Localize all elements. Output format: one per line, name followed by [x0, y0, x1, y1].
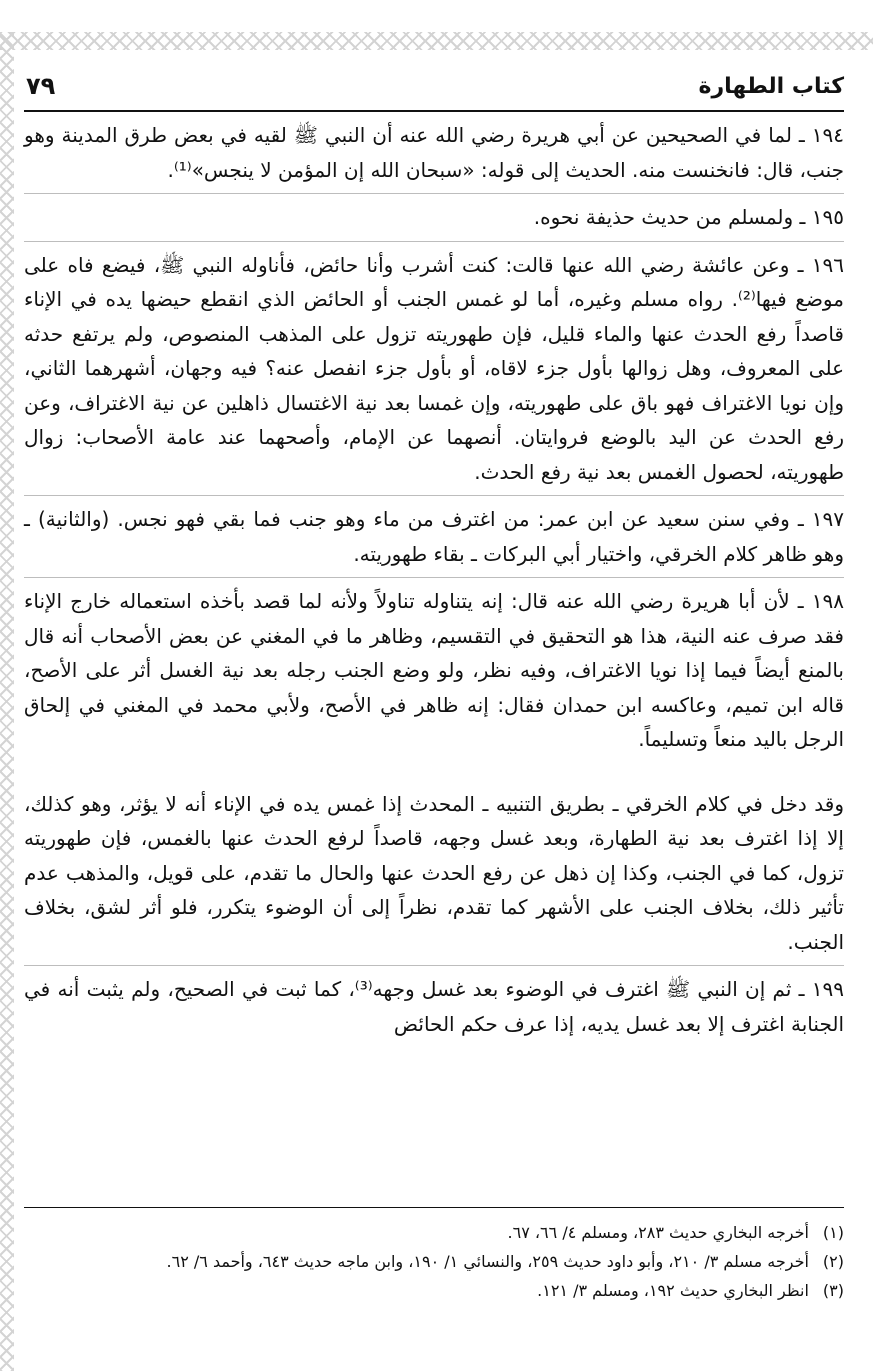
footnote [24, 1249, 844, 1275]
footnote-number: (٣) [822, 1281, 844, 1300]
footnote-text: انظر البخاري حديث ١٩٢، ومسلم ٣/ ١٢١. [537, 1281, 809, 1300]
page-number: ٧٩ [26, 72, 56, 100]
page [24, 64, 844, 1047]
page-header [24, 64, 844, 112]
running-title: كتاب الطهارة [698, 74, 844, 99]
paragraph-194: ١٩٤ ـ لما في الصحيحين عن أبي هريرة رضي الله عنه أن النبي ﷺ لقيه في بعض طرق المدينة وهو جنب، قال: فانخنست منه. الحديث إلى قوله: «سبحان الله إن المؤمن لا ينجس»⁽¹⁾. [24, 123, 844, 182]
body-text [24, 112, 844, 1047]
footnote [24, 1220, 844, 1246]
footnote-number: (١) [822, 1223, 844, 1242]
paragraph-197: ١٩٧ ـ وفي سنن سعيد عن ابن عمر: من اغترف من ماء وهو جنب فما بقي فهو نجس. (والثانية) ـ وهو ظاهر كلام الخرقي، واختيار أبي البركات ـ بقاء طهوريته. [24, 495, 844, 577]
decorative-side-border [0, 32, 14, 1371]
decorative-top-border [0, 32, 873, 50]
footnotes [24, 1207, 844, 1307]
paragraph-196: ١٩٦ ـ وعن عائشة رضي الله عنها قالت: كنت أشرب وأنا حائض، فأناوله النبي ﷺ، فيضع فاه على موضع فيها⁽²⁾. رواه مسلم وغيره، أما لو غمس الجنب أو الحائض الذي انقطع حيضها يده في الإناء قاصداً رفع الحدث عنها والماء قليل، فإن طهوريته تزول على المذهب المنصوص، ولم يرتفع حدثه على المعروف، وهل زوالها بأول جزء لاقاه، أو بأول جزء انفصل عنه؟ فيه وجهان، أشهرهما الثاني، وإن نويا الاغتراف فهو باق على طهوريته، وإن غمسا بعد نية الاغتسال ذاهلين عن نية الاغتراف، وعن رفع الحدث عن اليد بالوضع فروايتان. أنصهما عن الإمام، وأصحهما عند عامة الأصحاب: زوال طهوريته، لحصول الغمس بعد نية رفع الحدث. [24, 241, 844, 496]
footnote [24, 1278, 844, 1304]
paragraph-commentary: وقد دخل في كلام الخرقي ـ بطريق التنبيه ـ المحدث إذا غمس يده في الإناء أنه لا يؤثر، وهو كذلك، إلا إذا اغترف بعد نية الطهارة، وبعد غسل وجهه، قاصداً لرفع الحدث عنها بالغمس، فإن طهوريته تزول، كما في الجنب، وكذا إن ذهل عن رفع الحدث عنها والحال ما تقدم، على قويل، والمذهب عدم تأثير ذلك، بخلاف الجنب على الأشهر كما تقدم، نظراً إلى أن الوضوء يتكرر، فلو أثر لشق، بخلاف الجنب. [24, 791, 844, 954]
paragraph-199: ١٩٩ ـ ثم إن النبي ﷺ اغترف في الوضوء بعد غسل وجهه⁽³⁾، كما ثبت في الصحيح، ولم يثبت أنه في الجنابة اغترف إلا بعد غسل يديه، إذا عرف حكم الحائض [24, 965, 844, 1047]
paragraph-198: ١٩٨ ـ لأن أبا هريرة رضي الله عنه قال: إنه يتناوله تناولاً ولأنه لما قصد بأخذه استعماله خارج الإناء فقد صرف عنه النية، هذا هو التحقيق في التقسيم، وظاهر ما في المغني عن بعض الأصحاب أنه قال بالمنع أيضاً فيما إذا نويا الاغتراف، وفيه نظر، ولو وضع الجنب رجله بعد نية الغسل أثر على الأصح، قاله ابن تميم، وعاكسه ابن حمدان فقال: إنه ظاهر في الأصح، ولأبي محمد في المغني في إلحاق الرجل باليد منعاً وتسليماً. [24, 577, 844, 763]
footnote-text: أخرجه البخاري حديث ٢٨٣، ومسلم ٤/ ٦٦، ٦٧. [507, 1223, 809, 1242]
footnote-text: أخرجه مسلم ٣/ ٢١٠، وأبو داود حديث ٢٥٩، والنسائي ١/ ١٩٠، وابن ماجه حديث ٦٤٣، وأحمد ٦/ ٦٢. [166, 1252, 809, 1271]
footnote-number: (٢) [822, 1252, 844, 1271]
paragraph-195: ١٩٥ ـ ولمسلم من حديث حذيفة نحوه. [24, 193, 844, 241]
